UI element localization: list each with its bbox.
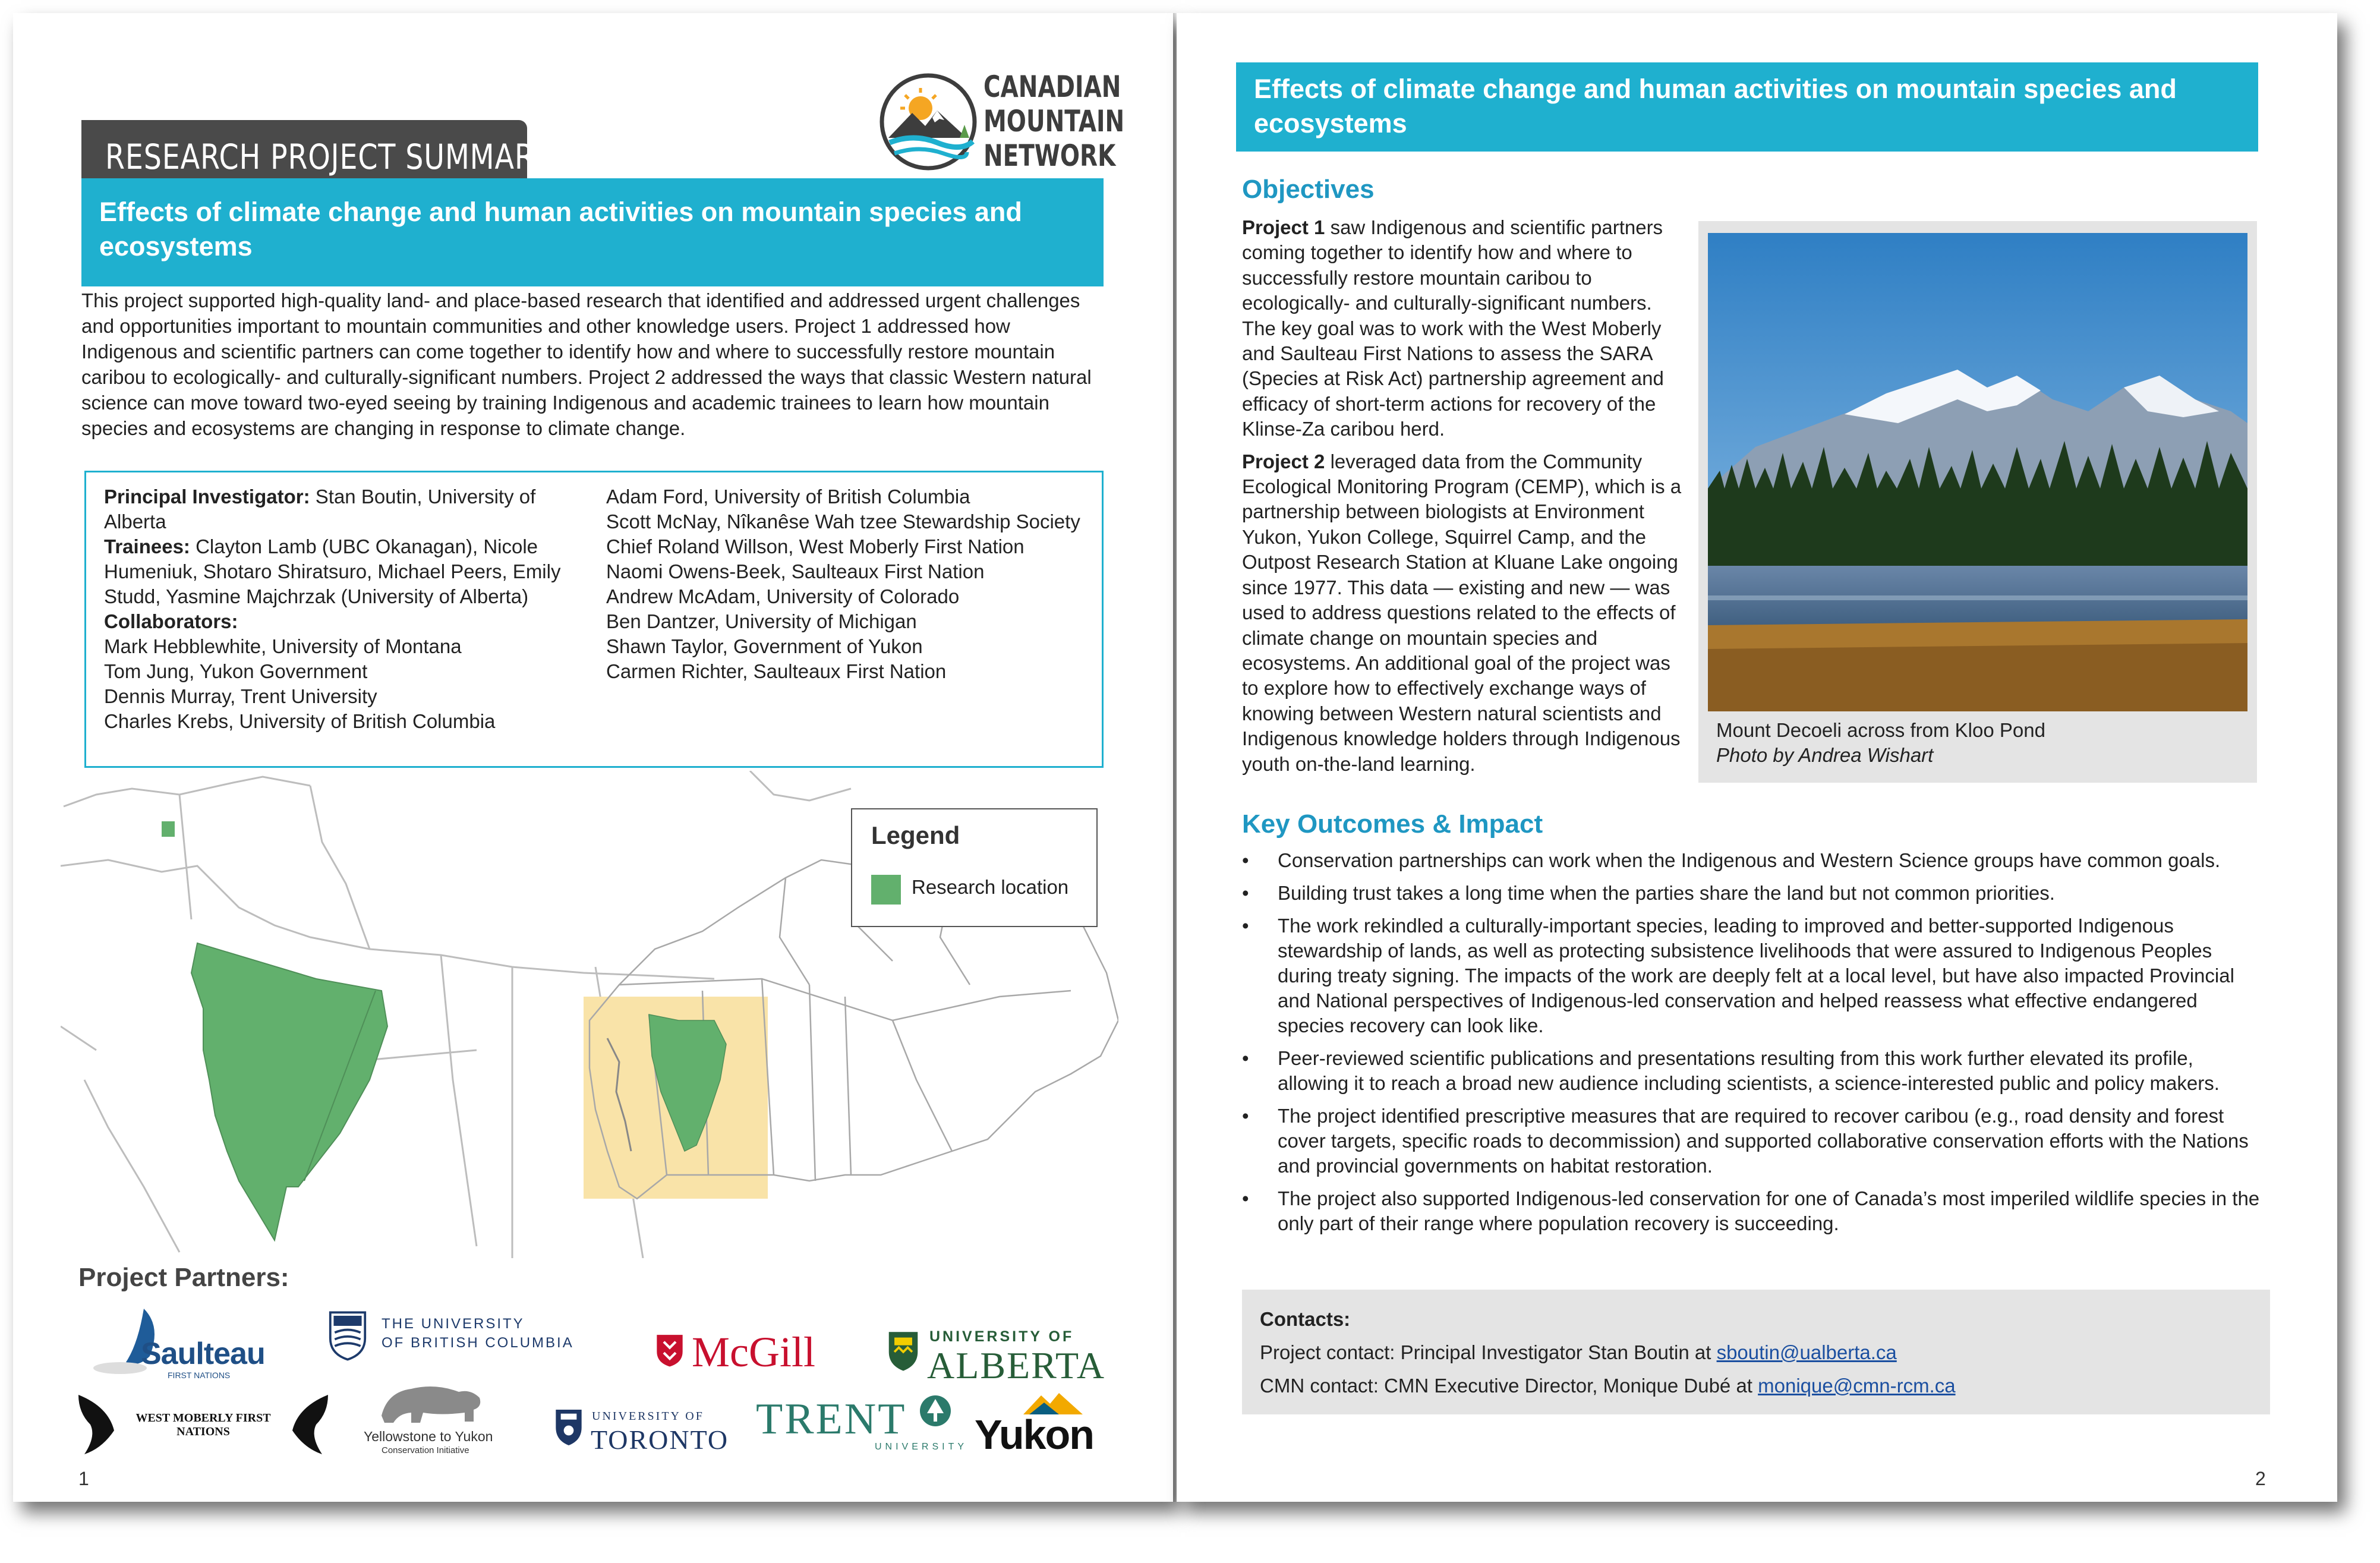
- cmn-logo-wordmark: [983, 70, 1124, 173]
- collaborator: Ben Dantzer, University of Michigan: [606, 610, 917, 632]
- legend-swatch: [871, 875, 901, 905]
- partners-title: Project Partners:: [78, 1263, 289, 1292]
- mountain-landscape-image: [1708, 233, 2247, 711]
- list-item: • Peer-reviewed scientific publications and presentations resulting from this work further elevated its profile, allowing it to reach a broad new audience including scientists, a science-interested public and policy makers.: [1242, 1046, 2264, 1096]
- ualberta-crest-icon: [887, 1329, 920, 1372]
- trainees-value: Clayton Lamb (UBC Okanagan), Nicole Humeniuk, Shotaro Shiratsuro, Michael Peers, Emily Studd, Yasmine Majchrzak (University of Alberta): [104, 535, 561, 607]
- collaborator: Scott McNay, Nîkanêse Wah tzee Stewardship Society: [606, 511, 1080, 532]
- project-1-label: Project 1: [1242, 216, 1325, 238]
- cmn-logo: [878, 61, 1127, 179]
- objectives-text: [1242, 215, 1685, 784]
- project-contact-email-link[interactable]: sboutin@ualberta.ca: [1716, 1341, 1897, 1363]
- ubc-crest-icon: [328, 1310, 367, 1361]
- yukon-wordmark: Yukon: [975, 1411, 1094, 1458]
- logo-line-1: CANADIAN: [983, 70, 1121, 104]
- list-item: • Building trust takes a long time when the parties share the land but not common priorities.: [1242, 881, 2264, 906]
- team-column-right: [606, 484, 1093, 684]
- list-item: • Conservation partnerships can work when the Indigenous and Western Science groups have common goals.: [1242, 848, 2264, 873]
- collaborator: Mark Hebblewhite, University of Montana: [104, 635, 462, 657]
- legend-title: Legend: [871, 821, 960, 849]
- page-1: [13, 13, 1173, 1502]
- ubc-logo: [328, 1307, 578, 1373]
- mcgill-logo: [655, 1328, 833, 1381]
- y2y-line-2: Conservation Initiative: [382, 1445, 469, 1455]
- map-legend: [851, 808, 1098, 927]
- cmn-logo-icon: [878, 71, 979, 172]
- trent-logo: [756, 1392, 968, 1457]
- collaborator: Carmen Richter, Saulteaux First Nation: [606, 660, 947, 682]
- project-1-text: saw Indigenous and scientific partners coming together to identify how and where to successfully restore mountain caribou to ecologically- and culturally-significant numbers. The key goal was to work with the West Moberly and Saulteau First Nations to assess the SARA (Species at Risk Act) partnership agreement and efficacy of short-term actions for recovery of the Klinse-Za caribou herd.: [1242, 216, 1664, 440]
- yukon-logo: [970, 1391, 1112, 1456]
- utoronto-line-2: TORONTO: [591, 1425, 729, 1455]
- collaborator: Shawn Taylor, Government of Yukon: [606, 635, 923, 657]
- project-contact: [1260, 1336, 2252, 1369]
- y2y-logo: [346, 1374, 512, 1457]
- list-item: • The project identified prescriptive measures that are required to recover caribou (e.g., road density and forest cover targets, specific roads to decommission) and supported collaborative conservation efforts with the Nations and provincial governments on habitat restoration.: [1242, 1104, 2264, 1178]
- trainees-label: Trainees:: [104, 535, 190, 557]
- objectives-heading: Objectives: [1242, 175, 1375, 204]
- mountain-photo: [1708, 233, 2247, 711]
- cmn-contact-text: CMN contact: CMN Executive Director, Monique Dubé at: [1260, 1375, 1758, 1397]
- ubc-line-2: OF BRITISH COLUMBIA: [382, 1335, 574, 1351]
- intro-paragraph: This project supported high-quality land- and place-based research that identified and addressed urgent challenges and opportunities important to mountain communities and other knowledge users. Project 1 addressed how Indigenous and scientific partners can come together to identify how and where to successfully restore mountain caribou to ecologically- and culturally-significant numbers. Project 2 addressed the ways that classic Western natural science can move toward two-eyed seeing by training Indigenous and academic trainees to learn how mountain species and ecosystems are changing in response to climate change.: [81, 289, 1092, 439]
- saulteau-sub: FIRST NATIONS: [168, 1370, 231, 1380]
- collaborator: Naomi Owens-Beek, Saulteaux First Nation: [606, 560, 985, 582]
- team-column-left: [104, 484, 591, 734]
- research-location-region-large: [191, 943, 387, 1240]
- research-location-small-marker: [162, 821, 175, 837]
- ualberta-line-1: UNIVERSITY OF: [929, 1328, 1074, 1345]
- collaborator: Tom Jung, Yukon Government: [104, 660, 368, 682]
- team-box: [84, 471, 1104, 768]
- collaborator: Chief Roland Willson, West Moberly First Nation: [606, 535, 1024, 557]
- cmn-contact: [1260, 1369, 2252, 1403]
- collaborators-heading: Collaborators:: [104, 610, 238, 632]
- list-item: • The project also supported Indigenous-led conservation for one of Canada’s most imperiled wildlife species in the only part of their range where population recovery is succeeding.: [1242, 1186, 2264, 1236]
- ubc-line-1: THE UNIVERSITY: [382, 1316, 525, 1332]
- principal-investigator: [104, 484, 591, 534]
- page-number: 2: [2255, 1468, 2266, 1489]
- y2y-line-1: Yellowstone to Yukon: [364, 1429, 493, 1444]
- project-2-text: leveraged data from the Community Ecological Monitoring Program (CEMP), which is a partnership between biologists at Environment Yukon, Yukon College, Squirrel Camp, and the Outpost Research Station at Kluane Lake ongoing since 1977. This data — existing and new — was used to address questions related to the effects of climate change on mountain species and ecosystems. An additional goal of the project was to explore how to effectively exchange ways of knowing between Western natural scientists and Indigenous knowledge holders through Indigenous youth on-the-land learning.: [1242, 450, 1682, 775]
- collaborator: Adam Ford, University of British Columbia: [606, 486, 970, 508]
- outcomes-list: [1242, 848, 2264, 1244]
- trent-wordmark: TRENT: [756, 1395, 907, 1444]
- project-1-paragraph: [1242, 215, 1685, 442]
- collaborator: Charles Krebs, University of British Columbia: [104, 710, 496, 732]
- trent-sub: UNIVERSITY: [875, 1442, 968, 1452]
- collaborator: Andrew McAdam, University of Colorado: [606, 585, 960, 607]
- trent-tree-icon: [918, 1393, 953, 1435]
- project-2-paragraph: [1242, 449, 1685, 777]
- page-title: Effects of climate change and human activities on mountain species and ecosystems: [81, 178, 1104, 286]
- photo-caption: Mount Decoeli across from Kloo Pond: [1716, 719, 2045, 741]
- page-title: Effects of climate change and human activities on mountain species and ecosystems: [1236, 62, 2258, 152]
- ualberta-line-2: ALBERTA: [927, 1344, 1106, 1386]
- logo-line-2: MOUNTAIN: [983, 104, 1125, 138]
- utoronto-line-1: UNIVERSITY OF: [592, 1410, 704, 1423]
- page-2: [1177, 13, 2337, 1502]
- project-contact-text: Project contact: Principal Investigator Stan Boutin at: [1260, 1341, 1717, 1363]
- pi-label: Principal Investigator:: [104, 486, 310, 508]
- mcgill-wordmark: McGill: [692, 1328, 815, 1376]
- west-moberly-wordmark: WEST MOBERLY FIRST NATIONS: [135, 1411, 271, 1438]
- contacts-title: Contacts:: [1260, 1308, 1351, 1330]
- page-number: 1: [78, 1468, 89, 1489]
- photo-credit: Photo by Andrea Wishart: [1716, 744, 1934, 766]
- ualberta-logo: [887, 1323, 1124, 1389]
- saulteau-wordmark: Saulteau: [141, 1337, 265, 1371]
- utoronto-crest-icon: [554, 1407, 584, 1448]
- collaborator: Dennis Murray, Trent University: [104, 685, 377, 707]
- collaborators-label: [104, 609, 591, 634]
- outcomes-heading: Key Outcomes & Impact: [1242, 809, 1543, 839]
- logo-line-3: NETWORK: [983, 138, 1116, 173]
- photo-box: [1698, 221, 2257, 783]
- project-2-label: Project 2: [1242, 450, 1325, 472]
- mcgill-crest-icon: [655, 1332, 685, 1368]
- grizzly-bear-icon: [346, 1374, 512, 1428]
- trainees: [104, 534, 591, 609]
- pi-value: Stan Boutin, University of Alberta: [104, 486, 536, 532]
- research-summary-label: RESEARCH PROJECT SUMMARY: [105, 137, 551, 177]
- legend-label: Research location: [912, 876, 1069, 898]
- cmn-contact-email-link[interactable]: monique@cmn-rcm.ca: [1758, 1375, 1956, 1397]
- saulteau-logo: [78, 1303, 265, 1386]
- utoronto-logo: [554, 1398, 750, 1457]
- list-item: • The work rekindled a culturally-important species, leading to improved and better-supported Indigenous stewardship of lands, as well as protecting subsistence livelihoods that were assured to Indigenous Peoples during treaty signing. The impacts of the work are deeply felt at a local level, but have also impacted Provincial and National perspectives of Indigenous-led conservation and helped reassess what effective endangered species recovery can look like.: [1242, 913, 2264, 1038]
- contacts-box: [1242, 1290, 2270, 1414]
- west-moberly-logo: [72, 1383, 334, 1460]
